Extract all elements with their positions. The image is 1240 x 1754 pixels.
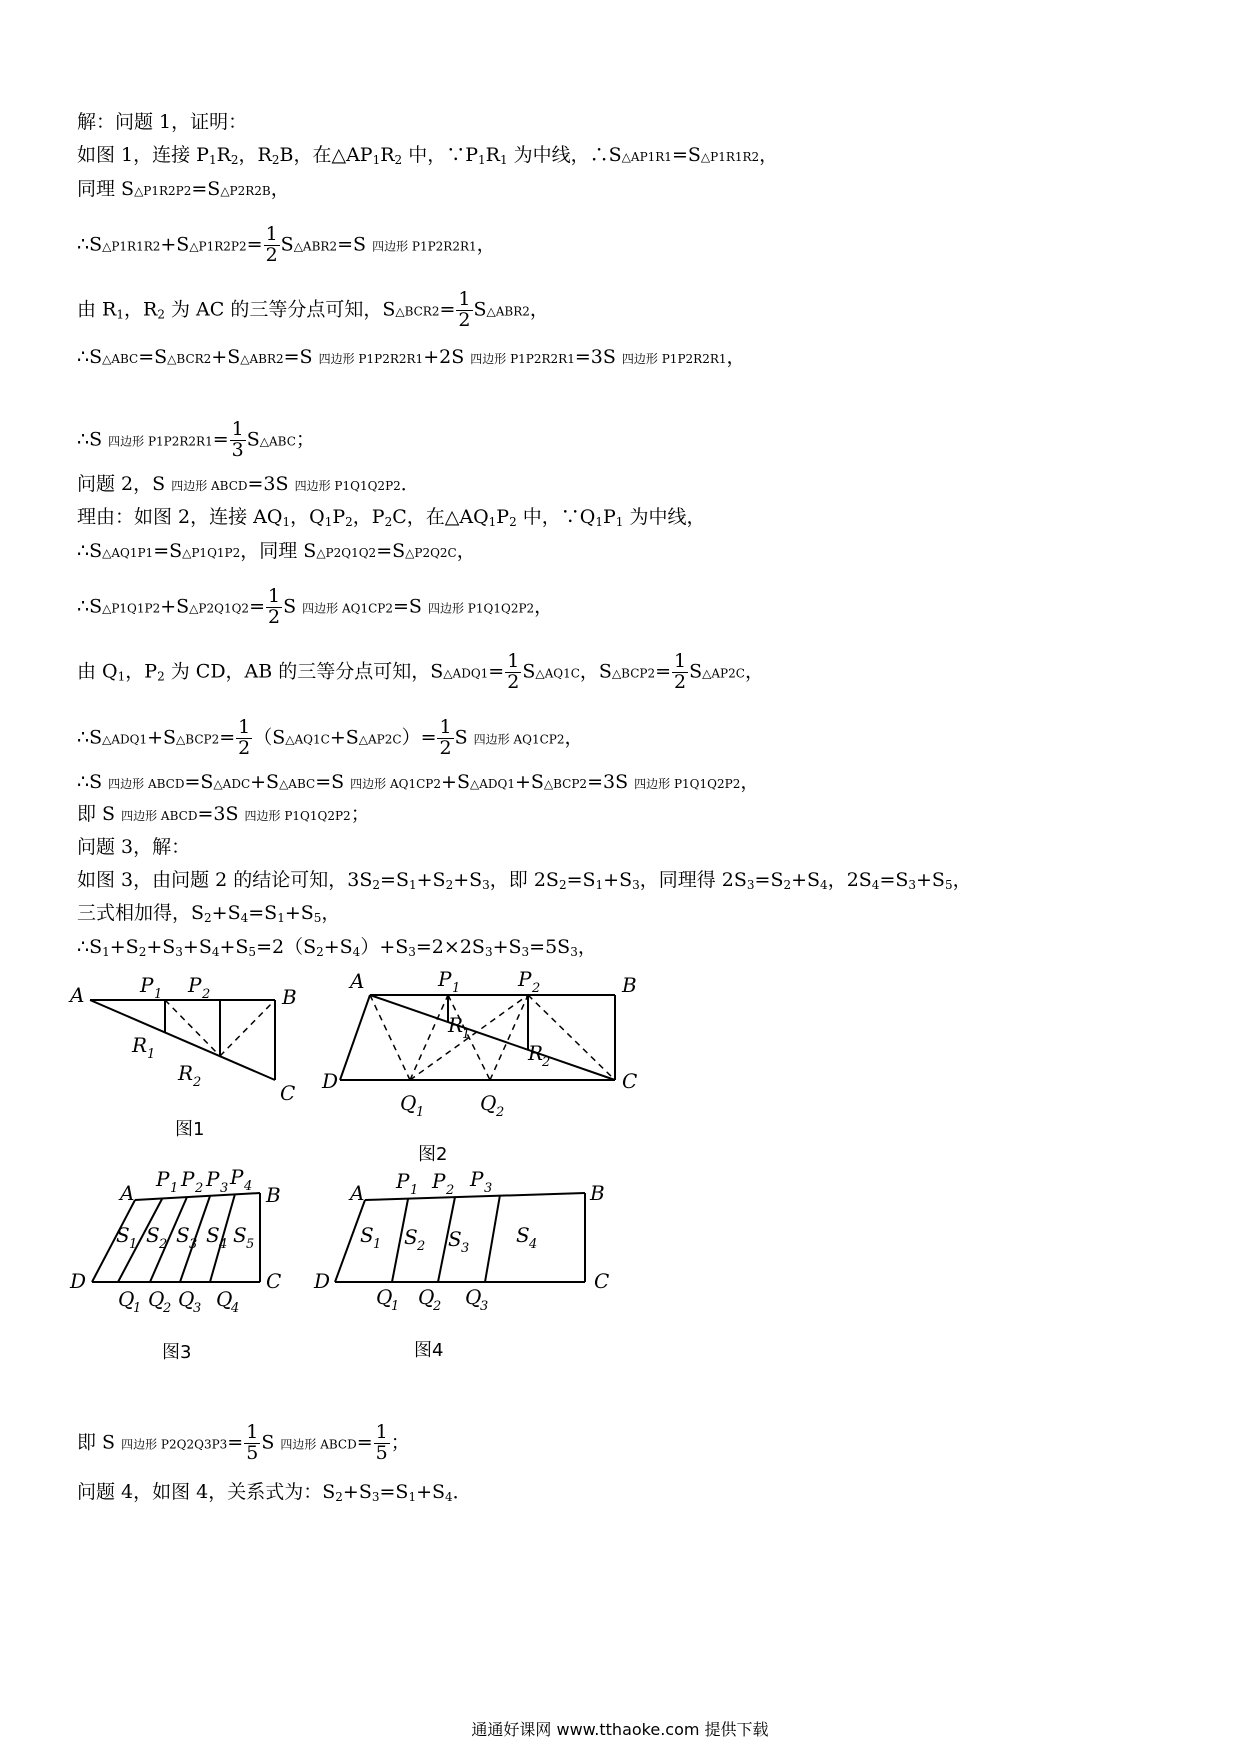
figure-2 <box>340 995 615 1080</box>
svg-text:1: 1 <box>129 1237 138 1252</box>
line-18: 三式相加得，$S_2+S_4=S_1+S_5$， <box>77 902 341 925</box>
line-17: 如图 3，由问题 2 的结论可知，$3S_2=S_1+S_2+S_3$，即 $2S_2=S_1+S_3$，同理得 $2S_3=S_2+S_4$，$2S_4=S_3+S_5$， <box>77 869 972 892</box>
svg-text:S: S <box>146 1223 160 1247</box>
svg-text:S: S <box>206 1223 220 1247</box>
svg-text:2: 2 <box>542 1055 551 1070</box>
svg-text:4: 4 <box>231 1301 240 1316</box>
svg-text:2: 2 <box>446 1183 455 1198</box>
svg-text:P: P <box>396 1169 410 1193</box>
line-problem4: 问题 4，如图 4，关系式为：$S_2+S_3=S_1+S_4$． <box>77 1481 472 1504</box>
svg-text:1: 1 <box>462 1027 471 1042</box>
svg-text:3: 3 <box>484 1181 493 1196</box>
svg-text:1: 1 <box>133 1301 142 1316</box>
svg-text:S: S <box>176 1223 190 1247</box>
line-20: 即 S 四边形 P2Q2Q3P3= $\frac{1}{5}$ S 四边形 ABCD= $\frac{1}{5}$ ； <box>77 1421 410 1464</box>
svg-text:Q: Q <box>148 1287 165 1311</box>
fig1-label-P1: P <box>140 973 154 997</box>
fig2-label-P1: P <box>438 967 452 991</box>
svg-text:2: 2 <box>496 1105 505 1120</box>
svg-text:2: 2 <box>433 1299 442 1314</box>
svg-text:2: 2 <box>159 1237 168 1252</box>
svg-text:1: 1 <box>170 1181 179 1196</box>
svg-text:1: 1 <box>147 1047 156 1062</box>
svg-text:P: P <box>181 1167 195 1191</box>
fig4-label-C: C <box>594 1269 610 1293</box>
svg-text:1: 1 <box>154 987 163 1002</box>
fig1-caption: 图1 <box>175 1119 205 1140</box>
line-9: 理由：如图 2，连接 $AQ_1$，$Q_1P_2$，$P_2C$，在$\triangle AQ_1P_2$ 中，$\because Q_1P_1$ 为中线， <box>77 506 706 529</box>
fraction-half: $\frac{1}{2}$ <box>674 650 687 693</box>
svg-text:Q: Q <box>178 1287 195 1311</box>
svg-text:2: 2 <box>163 1301 172 1316</box>
fig3-caption: 图3 <box>162 1342 192 1363</box>
fraction-fifth: $\frac{1}{5}$ <box>375 1421 388 1464</box>
fig4-label-B: B <box>590 1181 605 1205</box>
svg-text:4: 4 <box>529 1237 538 1252</box>
svg-text:3: 3 <box>461 1241 470 1256</box>
fig2-label-A: A <box>350 969 365 993</box>
svg-text:1: 1 <box>373 1237 382 1252</box>
svg-text:5: 5 <box>246 1237 255 1252</box>
svg-text:P: P <box>230 1165 244 1189</box>
svg-text:P: P <box>156 1167 170 1191</box>
fig1-label-C: C <box>280 1081 296 1105</box>
figures-area <box>70 960 638 1380</box>
svg-text:S: S <box>516 1223 530 1247</box>
svg-text:4: 4 <box>244 1179 253 1194</box>
fig2-label-D: D <box>322 1069 339 1093</box>
svg-text:Q: Q <box>376 1285 393 1309</box>
line-5: 由 $R_1$，$R_2$ 为 AC 的三等分点可知，S△BCR2= $\frac{1}{2}$ S△ABR2， <box>77 288 549 331</box>
fig1-label-B: B <box>282 985 297 1009</box>
svg-text:3: 3 <box>193 1301 202 1316</box>
line-15: 即 S 四边形 ABCD=3S 四边形 P1Q1Q2P2； <box>77 803 370 825</box>
fig3-label-D: D <box>70 1269 87 1293</box>
svg-text:P: P <box>470 1167 484 1191</box>
fig1-label-R1: R <box>132 1033 148 1057</box>
svg-text:P: P <box>206 1167 220 1191</box>
line-problem2: 问题 2，S 四边形 ABCD=3S 四边形 P1Q1Q2P2． <box>77 473 420 495</box>
fraction-half: $\frac{1}{2}$ <box>267 585 281 628</box>
fraction-half: $\frac{1}{2}$ <box>507 650 520 693</box>
fig4-label-D: D <box>314 1269 331 1293</box>
svg-text:2: 2 <box>202 987 211 1002</box>
svg-text:S: S <box>448 1227 462 1251</box>
svg-text:3: 3 <box>220 1181 229 1196</box>
svg-text:Q: Q <box>418 1285 435 1309</box>
fraction-half: $\frac{1}{2}$ <box>238 716 251 759</box>
svg-text:2: 2 <box>532 981 541 996</box>
fig2-label-B: B <box>622 973 637 997</box>
fraction-third: $\frac{1}{3}$ <box>231 418 244 461</box>
svg-text:2: 2 <box>193 1075 202 1090</box>
fig2-label-C: C <box>622 1069 638 1093</box>
fig2-label-P2: P <box>518 967 532 991</box>
svg-text:S: S <box>404 1225 418 1249</box>
line-19: $\therefore S_1+S_2+S_3+S_4+S_5=2(S_2+S_4)+S_3=2\times 2S_3+S_3=5S_3$， <box>77 936 597 959</box>
svg-text:1: 1 <box>391 1299 400 1314</box>
line-4: ∴S△P1R1R2+S△P1R2P2= $\frac{1}{2}$ S△ABR2=S 四边形 P1P2R2R1， <box>77 223 496 266</box>
line-13: ∴S△ADQ1+S△BCP2= $\frac{1}{2}$ （S△AQ1C+S△AP2C）= $\frac{1}{2}$ S 四边形 AQ1CP2， <box>77 716 584 759</box>
fraction-half: $\frac{1}{2}$ <box>265 223 278 266</box>
svg-text:S: S <box>116 1223 130 1247</box>
line-12: 由 $Q_1$，$P_2$ 为 CD，AB 的三等分点可知，S△ADQ1= $\frac{1}{2}$ S△AQ1C，S△BCP2= $\frac{1}{2}$ S△AP2C， <box>77 650 764 693</box>
line-11: ∴S△P1Q1P2+S△P2Q1Q2= $\frac{1}{2}$ S 四边形 AQ1CP2=S 四边形 P1Q1Q2P2， <box>77 585 554 628</box>
svg-text:4: 4 <box>219 1237 228 1252</box>
svg-text:1: 1 <box>416 1105 425 1120</box>
fig3-label-B: B <box>266 1183 281 1207</box>
svg-text:Q: Q <box>216 1287 233 1311</box>
svg-text:Q: Q <box>118 1287 135 1311</box>
fraction-fifth: $\frac{1}{5}$ <box>246 1421 259 1464</box>
line-problem1-heading: 解：问题 1，证明： <box>77 111 248 133</box>
line-7: ∴S 四边形 P1P2R2R1= $\frac{1}{3}$ S△ABC； <box>77 418 315 461</box>
svg-text:Q: Q <box>465 1285 482 1309</box>
line-10: ∴S△AQ1P1=S△P1Q1P2，同理 S△P2Q1Q2=S△P2Q2C， <box>77 540 476 562</box>
fig3-label-A: A <box>120 1181 135 1205</box>
fig1-label-P2: P <box>188 973 202 997</box>
svg-text:P: P <box>432 1169 446 1193</box>
fig2-label-Q2: Q <box>480 1091 497 1115</box>
fig2-label-R2: R <box>528 1041 544 1065</box>
svg-text:3: 3 <box>480 1299 489 1314</box>
fig4-caption: 图4 <box>414 1340 444 1361</box>
svg-text:2: 2 <box>417 1239 426 1254</box>
line-2: 如图 1，连接 $P_1R_2$，$R_2B$，在$\triangle AP_1R_2$ 中，$\because P_1R_1$ 为中线，∴S△AP1R1=S△P1R1R2， <box>77 144 779 167</box>
fig1-label-R2: R <box>178 1061 194 1085</box>
svg-text:1: 1 <box>452 981 461 996</box>
line-3: 同理 S△P1R2P2=S△P2R2B， <box>77 178 290 200</box>
fraction-half: $\frac{1}{2}$ <box>458 288 471 331</box>
fig2-label-Q1: Q <box>400 1091 417 1115</box>
line-14: ∴S 四边形 ABCD=S△ADC+S△ABC=S 四边形 AQ1CP2+S△ADQ1+S△BCP2=3S 四边形 P1Q1Q2P2， <box>77 771 760 793</box>
line-problem3-heading: 问题 3，解： <box>77 836 191 858</box>
line-6: ∴S△ABC=S△BCR2+S△ABR2=S 四边形 P1P2R2R1+2S 四边形 P1P2R2R1=3S 四边形 P1P2R2R1， <box>77 346 746 368</box>
fig2-caption: 图2 <box>418 1144 448 1165</box>
fig3-label-C: C <box>266 1269 282 1293</box>
fig1-label-A: A <box>70 983 85 1007</box>
svg-text:1: 1 <box>410 1183 419 1198</box>
svg-text:S: S <box>360 1223 374 1247</box>
page-footer: 通通好课网 www.tthaoke.com 提供下载 <box>471 1720 769 1739</box>
svg-text:S: S <box>233 1223 247 1247</box>
fraction-half: $\frac{1}{2}$ <box>439 716 452 759</box>
fig2-label-R1: R <box>448 1013 464 1037</box>
svg-text:2: 2 <box>195 1181 204 1196</box>
fig4-label-A: A <box>350 1181 365 1205</box>
svg-text:3: 3 <box>189 1237 198 1252</box>
